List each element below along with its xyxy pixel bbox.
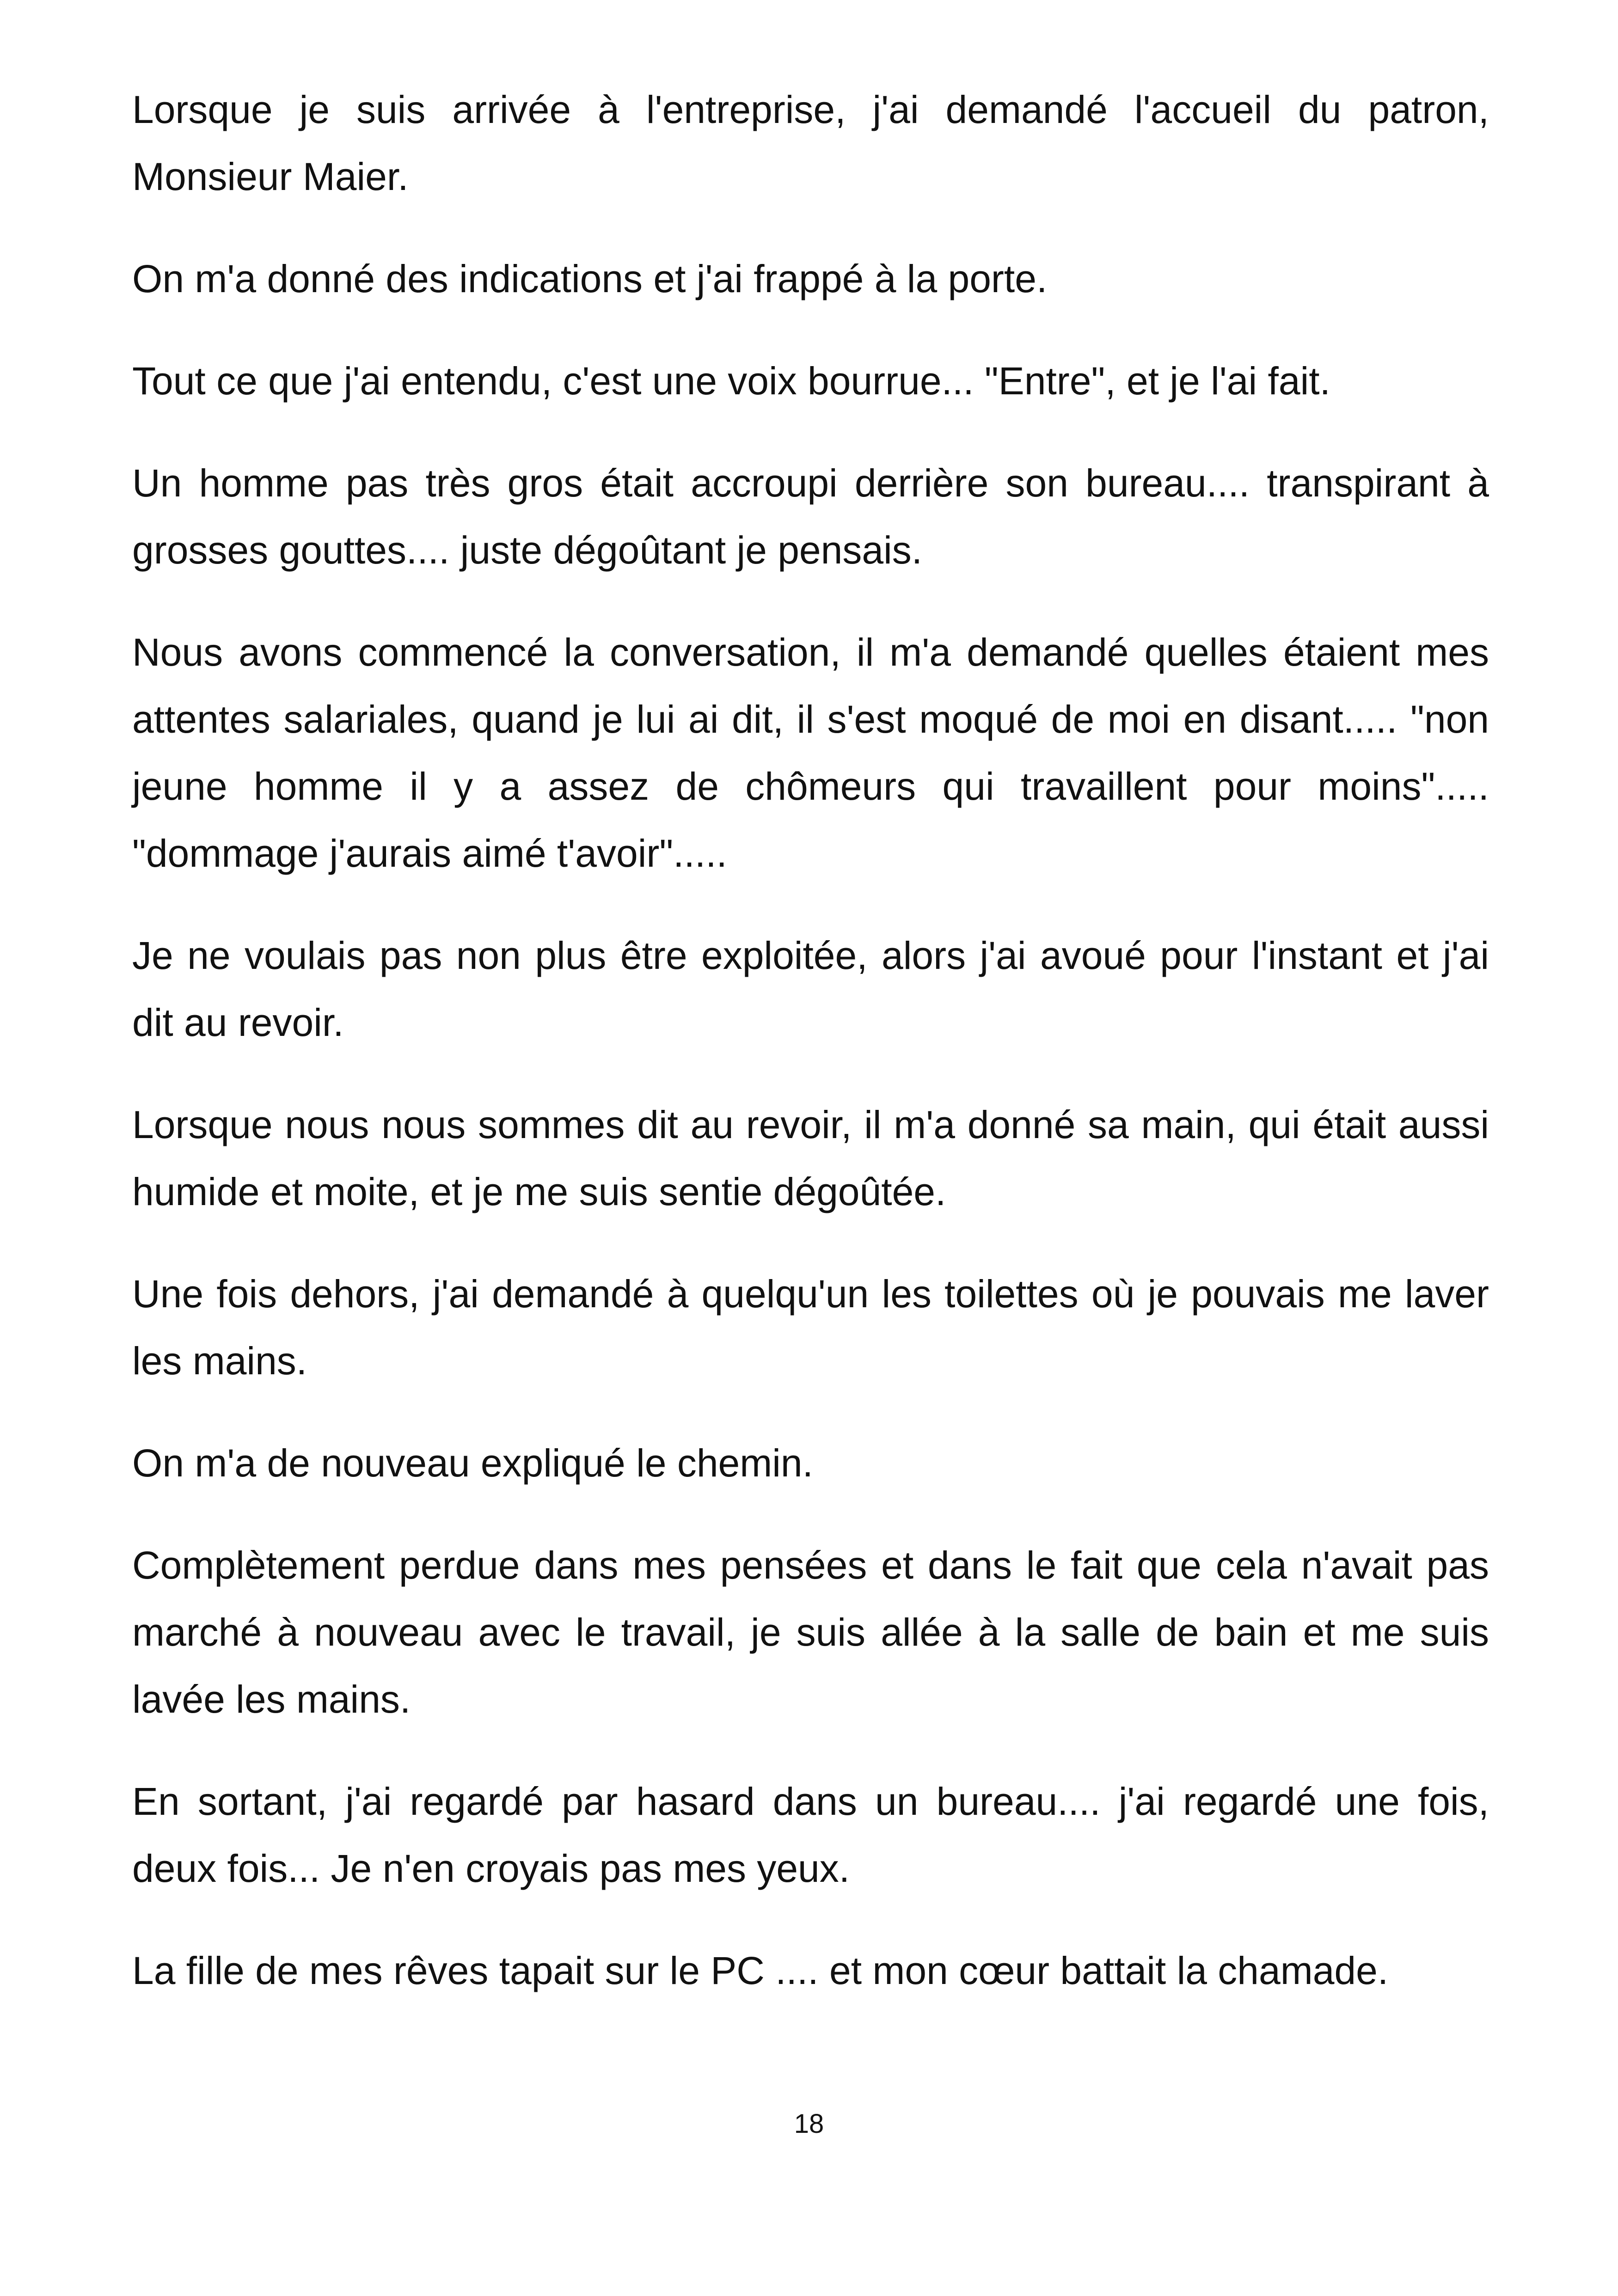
- paragraph-10: Complètement perdue dans mes pensées et dans le fait que cela n'avait pas marché à nouveau avec le travail, je suis allée à la salle de bain et me suis lavée les mains.: [132, 1543, 1489, 1721]
- paragraph-12: La fille de mes rêves tapait sur le PC .... et mon cœur battait la chamade.: [132, 1949, 1389, 1992]
- paragraph-4: Un homme pas très gros était accroupi derrière son bureau.... transpirant à grosses gouttes.... juste dégoûtant je pensais.: [132, 461, 1489, 572]
- paragraph-3: Tout ce que j'ai entendu, c'est une voix bourrue... "Entre", et je l'ai fait.: [132, 359, 1330, 403]
- body-text: [132, 76, 1489, 2039]
- paragraph-1: Lorsque je suis arrivée à l'entreprise, j'ai demandé l'accueil du patron, Monsieur Maier.: [132, 88, 1489, 198]
- paragraph-8: Une fois dehors, j'ai demandé à quelqu'un les toilettes où je pouvais me laver les mains.: [132, 1272, 1489, 1383]
- paragraph-9: On m'a de nouveau expliqué le chemin.: [132, 1441, 813, 1485]
- paragraph-6: Je ne voulais pas non plus être exploitée, alors j'ai avoué pour l'instant et j'ai dit au revoir.: [132, 934, 1489, 1044]
- paragraph-7: Lorsque nous nous sommes dit au revoir, il m'a donné sa main, qui était aussi humide et moite, et je me suis sentie dégoûtée.: [132, 1103, 1489, 1213]
- paragraph-5: Nous avons commencé la conversation, il m'a demandé quelles étaient mes attentes salariales, quand je lui ai dit, il s'est moqué de moi en disant..... "non jeune homme il y a assez de chômeurs qui travaillent pour moins"..... "dommage j'aurais aimé t'avoir".....: [132, 631, 1489, 875]
- paragraph-2: On m'a donné des indications et j'ai frappé à la porte.: [132, 257, 1048, 300]
- page-number: 18: [794, 2109, 824, 2139]
- paragraph-11: En sortant, j'ai regardé par hasard dans un bureau.... j'ai regardé une fois, deux fois... Je n'en croyais pas mes yeux.: [132, 1780, 1489, 1890]
